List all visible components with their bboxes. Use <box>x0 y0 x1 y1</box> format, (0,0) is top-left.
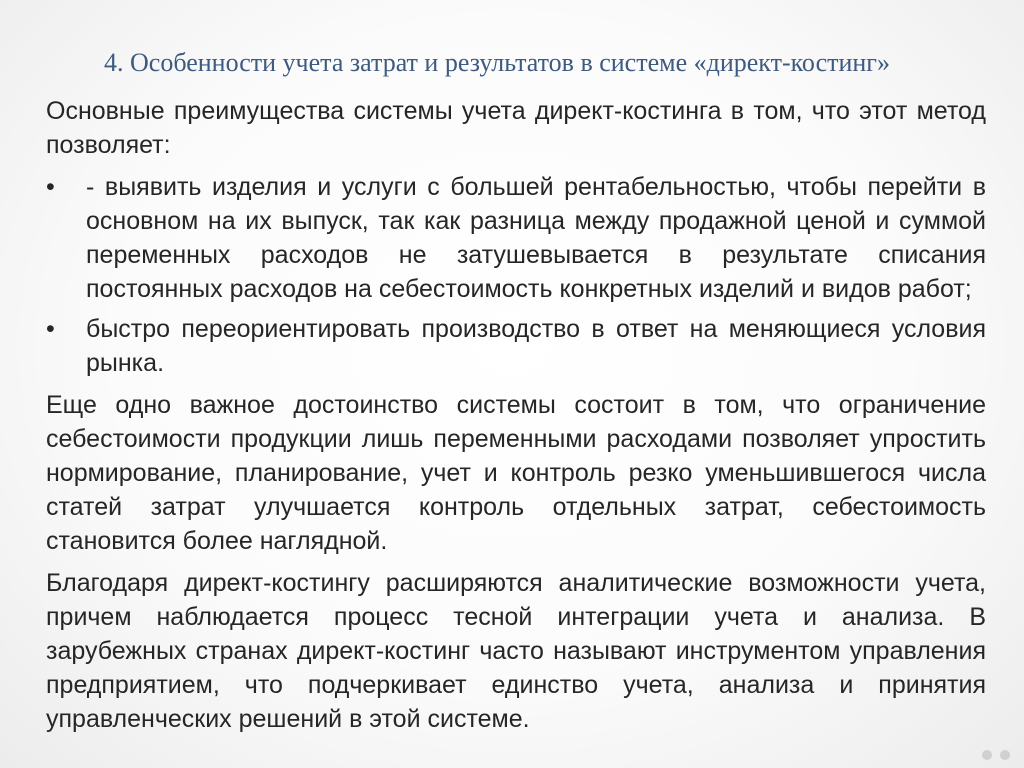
list-item-text: быстро переориентировать производство в ответ на меняющиеся условия рынка. <box>86 315 986 377</box>
bullet-icon: • <box>46 173 55 201</box>
advantages-list <box>46 170 986 380</box>
list-item-text: - выявить изделия и услуги с большей рентабельностью, чтобы перейти в основном на их выпуск, так как разница между продажной ценой и суммой переменных расходов не затушевывается в результате списания постоянных расходов на себестоимость конкретных изделий и видов работ; <box>86 173 986 303</box>
list-item <box>46 170 986 306</box>
bullet-icon: • <box>46 315 55 343</box>
dot-icon <box>982 750 992 760</box>
slide-body <box>46 94 986 744</box>
decorative-dots <box>982 750 1010 760</box>
advantage-paragraph: Еще одно важное достоинство системы состоит в том, что ограничение себестоимости продукции лишь переменными расходами позволяет упростить нормирование, планирование, учет и контроль резко уменьшившегося числа статей затрат улучшается контроль отдельных затрат, себестоимость становится более наглядной. <box>46 391 986 555</box>
list-item <box>46 312 986 380</box>
intro-paragraph: Основные преимущества системы учета директ-костинга в том, что этот метод позволяет: <box>46 97 986 159</box>
integration-paragraph: Благодаря директ-костингу расширяются аналитические возможности учета, причем наблюдается процесс тесной интеграции учета и анализа. В зарубежных странах директ-костинг часто называют инструментом управления предприятием, что подчеркивает единство учета, анализа и принятия управленческих решений в этой системе. <box>46 569 986 733</box>
slide-title: 4. Особенности учета затрат и результатов в системе «директ-костинг» <box>104 48 890 77</box>
dot-icon <box>1000 750 1010 760</box>
